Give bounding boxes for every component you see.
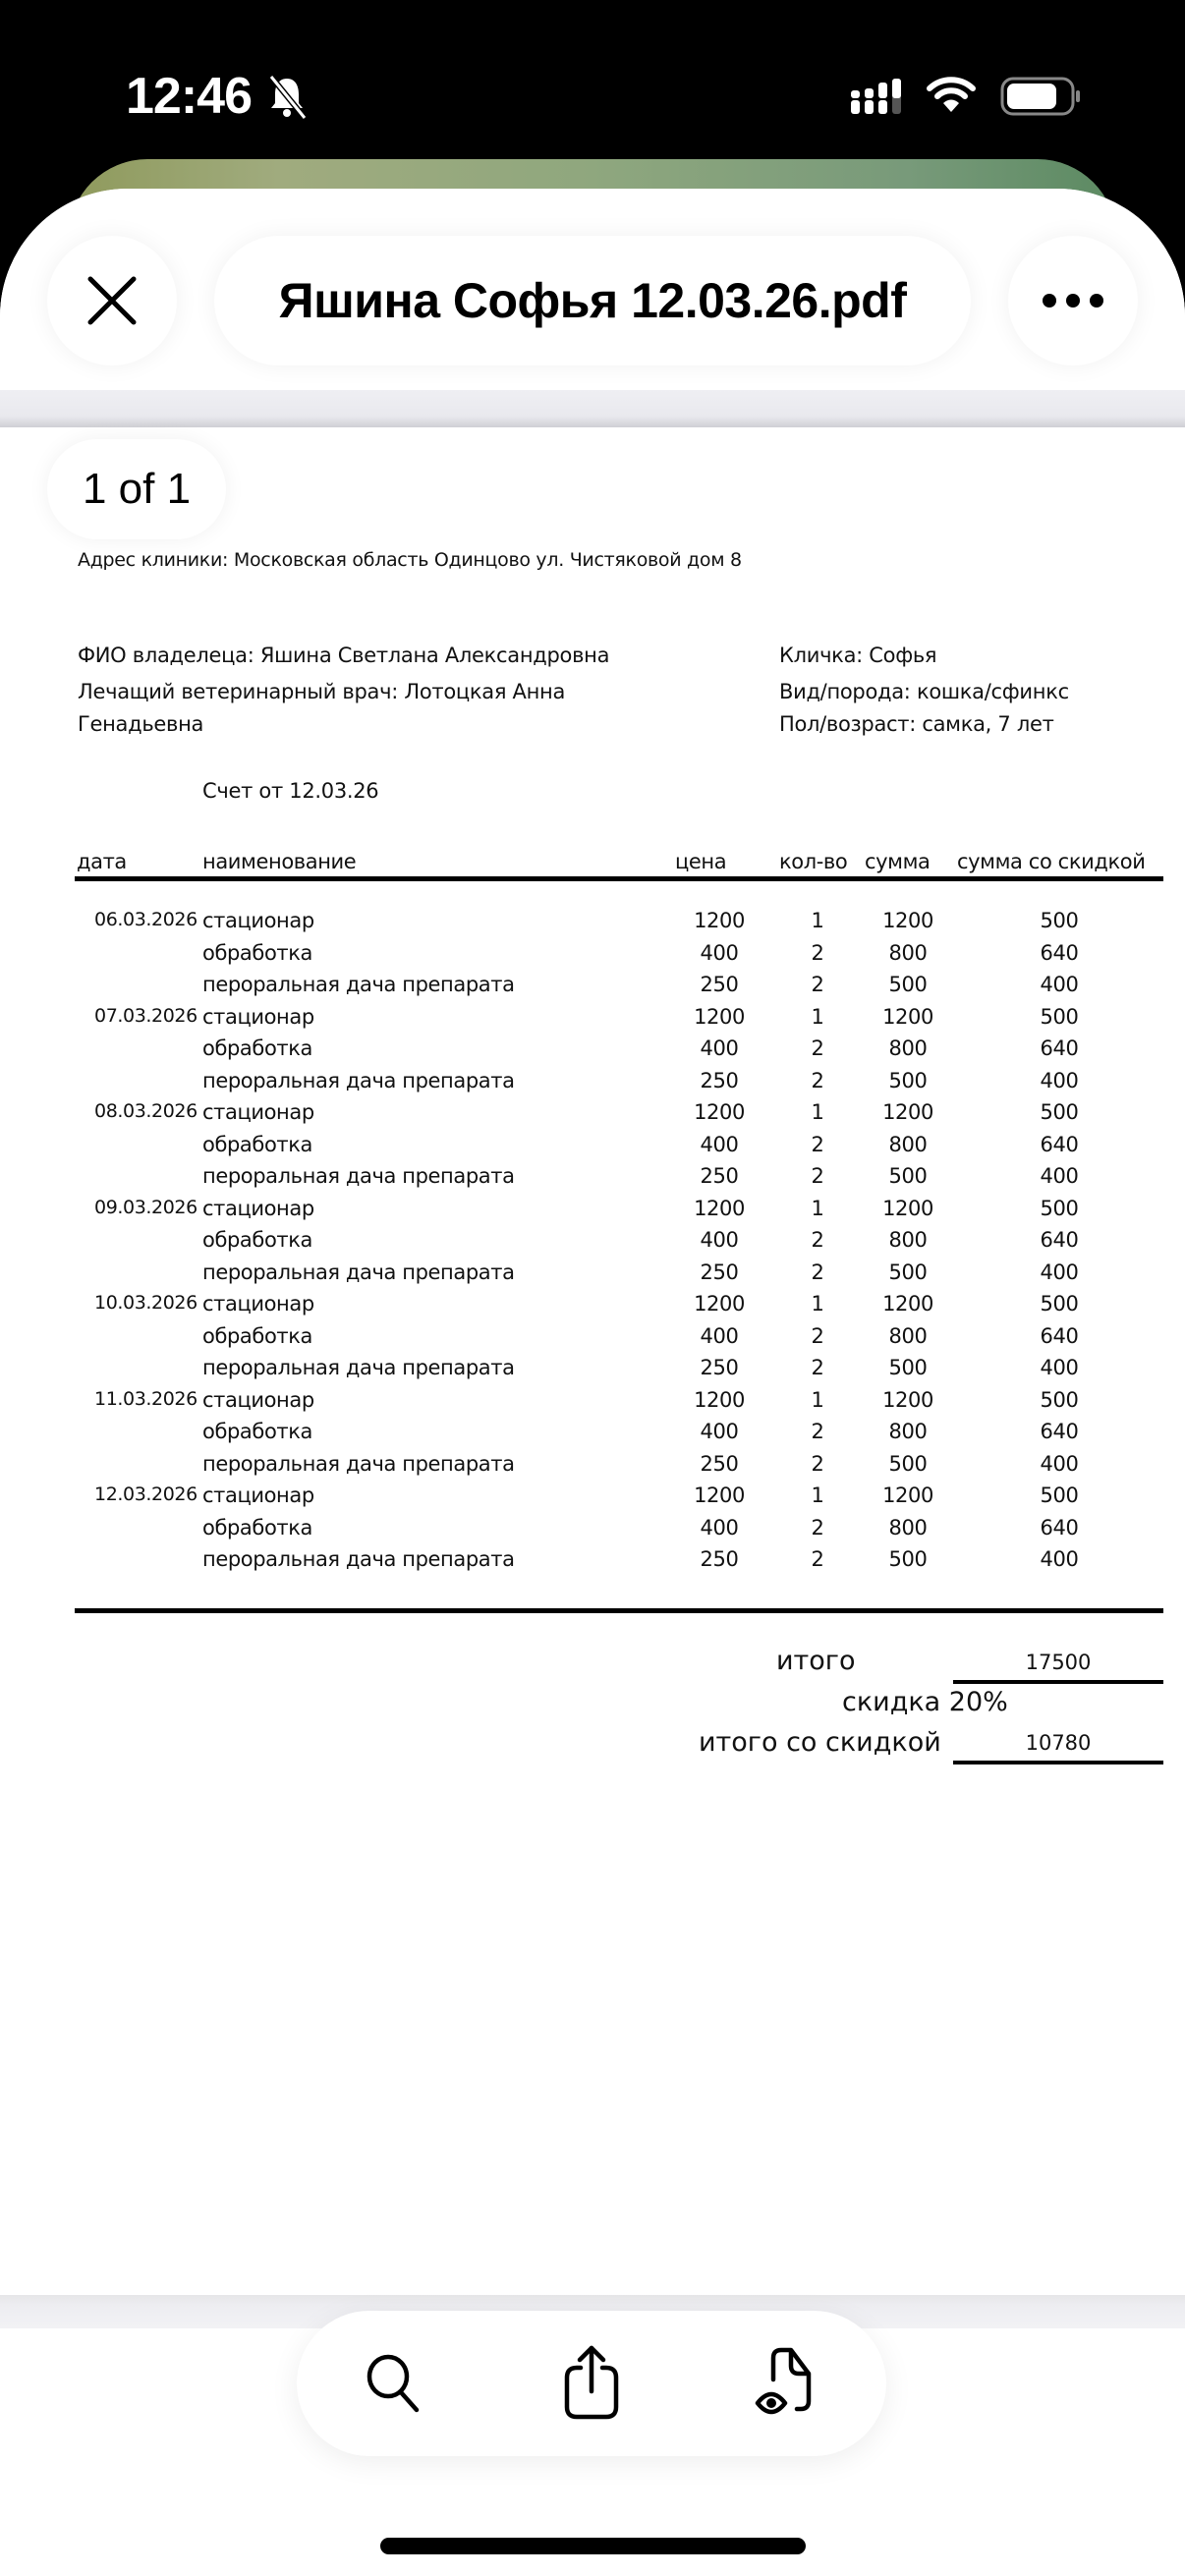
cell-price: 1200	[694, 1004, 745, 1029]
cell-sum: 500	[888, 1068, 928, 1092]
cell-price: 1200	[694, 1387, 745, 1412]
column-header-name: наименование	[202, 850, 357, 873]
cell-sum: 1200	[882, 1100, 933, 1124]
cell-sum: 500	[888, 973, 928, 996]
cell-sum: 1200	[882, 1387, 933, 1412]
status-bar	[0, 0, 1185, 157]
clinic-address: Адрес клиники: Московская область Одинцово ул. Чистяковой дом 8	[78, 549, 742, 571]
battery-icon	[1000, 77, 1083, 116]
cell-qty: 2	[811, 1228, 824, 1252]
total-underline	[953, 1680, 1163, 1684]
table-row	[0, 1547, 1185, 1579]
table-bottom-rule	[75, 1608, 1163, 1613]
cell-name: пероральная дача препарата	[202, 1451, 515, 1476]
cell-sum: 800	[888, 1228, 928, 1252]
column-header-price: цена	[675, 850, 727, 873]
cell-sum: 800	[888, 1132, 928, 1156]
cell-name: обработка	[202, 1036, 312, 1060]
table-row	[0, 1069, 1185, 1100]
column-header-discounted: сумма со скидкой	[957, 850, 1146, 873]
table-row	[0, 1133, 1185, 1164]
cell-price: 250	[700, 1451, 739, 1476]
cell-discounted: 400	[1040, 1068, 1079, 1092]
invoice-title: Счет от 12.03.26	[202, 779, 379, 803]
table-row	[0, 1388, 1185, 1420]
vet-name-line2: Генадьевна	[78, 712, 204, 736]
cell-price: 1200	[694, 1292, 745, 1316]
cell-name: обработка	[202, 940, 312, 965]
cell-date: 10.03.2026	[94, 1292, 198, 1314]
cell-qty: 1	[811, 909, 824, 932]
table-row	[0, 1356, 1185, 1387]
cell-date: 09.03.2026	[94, 1196, 198, 1218]
nav-divider	[0, 390, 1185, 427]
cell-price: 250	[700, 1547, 739, 1571]
table-row	[0, 1292, 1185, 1323]
cell-name: пероральная дача препарата	[202, 973, 515, 996]
pdf-page	[0, 427, 1185, 2294]
cell-sum: 800	[888, 1323, 928, 1348]
cell-qty: 2	[811, 1164, 824, 1188]
cell-name: пероральная дача препарата	[202, 1547, 515, 1571]
cell-price: 250	[700, 1356, 739, 1379]
cell-qty: 1	[811, 1292, 824, 1316]
cell-discounted: 400	[1040, 1547, 1079, 1571]
cell-name: обработка	[202, 1132, 312, 1156]
quick-look-button[interactable]	[739, 2334, 837, 2433]
cell-qty: 1	[811, 1484, 824, 1507]
table-row	[0, 941, 1185, 973]
table-row	[0, 1484, 1185, 1515]
cell-sum: 1200	[882, 909, 933, 932]
cell-qty: 2	[811, 973, 824, 996]
pet-name: Кличка: Софья	[779, 644, 937, 667]
cell-price: 400	[700, 1515, 739, 1540]
cell-name: обработка	[202, 1515, 312, 1540]
cell-price: 250	[700, 973, 739, 996]
cell-name: пероральная дача препарата	[202, 1356, 515, 1379]
search-button[interactable]	[346, 2334, 444, 2433]
close-icon	[85, 273, 140, 328]
cell-sum: 800	[888, 1515, 928, 1540]
cell-price: 1200	[694, 1484, 745, 1507]
cell-discounted: 640	[1040, 1228, 1079, 1252]
pet-sex-age: Пол/возраст: самка, 7 лет	[779, 712, 1054, 736]
cell-price: 400	[700, 1036, 739, 1060]
cell-name: пероральная дача препарата	[202, 1260, 515, 1284]
total-label: итого	[776, 1646, 856, 1676]
column-header-qty: кол-во	[779, 850, 848, 873]
cell-sum: 800	[888, 940, 928, 965]
table-row	[0, 1228, 1185, 1260]
cell-price: 400	[700, 1228, 739, 1252]
table-row	[0, 973, 1185, 1004]
cellular-signal-icon	[849, 77, 908, 116]
cell-sum: 800	[888, 1420, 928, 1443]
table-row	[0, 909, 1185, 940]
cell-qty: 2	[811, 1036, 824, 1060]
table-row	[0, 1420, 1185, 1451]
cell-qty: 2	[811, 940, 824, 965]
cell-qty: 1	[811, 1100, 824, 1124]
cell-discounted: 400	[1040, 1451, 1079, 1476]
table-row	[0, 1005, 1185, 1036]
cell-name: стационар	[202, 909, 314, 932]
cell-date: 06.03.2026	[94, 909, 198, 930]
cell-discounted: 640	[1040, 1515, 1079, 1540]
cell-discounted: 640	[1040, 1132, 1079, 1156]
status-time: 12:46	[126, 68, 252, 125]
table-row	[0, 1516, 1185, 1547]
cell-discounted: 500	[1040, 1100, 1079, 1124]
cell-qty: 2	[811, 1356, 824, 1379]
table-row	[0, 1260, 1185, 1292]
table-header-rule	[75, 876, 1163, 881]
cell-discounted: 640	[1040, 1323, 1079, 1348]
total-value: 17500	[1025, 1651, 1092, 1674]
cell-price: 400	[700, 1323, 739, 1348]
cell-qty: 2	[811, 1515, 824, 1540]
cell-discounted: 500	[1040, 1196, 1079, 1220]
share-icon	[559, 2344, 624, 2423]
cell-sum: 1200	[882, 1196, 933, 1220]
cell-discounted: 500	[1040, 1292, 1079, 1316]
cell-sum: 500	[888, 1547, 928, 1571]
cell-discounted: 500	[1040, 1004, 1079, 1029]
cell-qty: 2	[811, 1547, 824, 1571]
cell-name: стационар	[202, 1292, 314, 1316]
cell-qty: 2	[811, 1068, 824, 1092]
ellipsis-icon	[1042, 293, 1104, 308]
cell-discounted: 400	[1040, 1260, 1079, 1284]
cell-sum: 1200	[882, 1484, 933, 1507]
cell-discounted: 640	[1040, 940, 1079, 965]
search-icon	[363, 2351, 427, 2416]
cell-discounted: 400	[1040, 973, 1079, 996]
wifi-icon	[926, 75, 977, 114]
cell-qty: 2	[811, 1260, 824, 1284]
document-title: Яшина Софья 12.03.26.pdf	[278, 273, 907, 328]
cell-price: 400	[700, 1132, 739, 1156]
cell-price: 400	[700, 1420, 739, 1443]
cell-price: 250	[700, 1260, 739, 1284]
cell-sum: 800	[888, 1036, 928, 1060]
cell-discounted: 640	[1040, 1036, 1079, 1060]
cell-discounted: 400	[1040, 1356, 1079, 1379]
bottom-toolbar	[297, 2311, 886, 2456]
cell-qty: 1	[811, 1004, 824, 1029]
document-title-button[interactable]	[214, 236, 971, 365]
vet-name-line1: Лечащий ветеринарный врач: Лотоцкая Анна	[78, 680, 566, 703]
cell-sum: 1200	[882, 1292, 933, 1316]
cell-name: обработка	[202, 1420, 312, 1443]
column-header-date: дата	[77, 850, 127, 873]
owner-name: ФИО владелеца: Яшина Светлана Александровна	[78, 644, 610, 667]
cell-name: стационар	[202, 1004, 314, 1029]
cell-price: 1200	[694, 909, 745, 932]
cell-date: 08.03.2026	[94, 1100, 198, 1122]
cell-discounted: 500	[1040, 1387, 1079, 1412]
discounted-total-label: итого со скидкой	[699, 1727, 941, 1758]
cell-price: 250	[700, 1068, 739, 1092]
table-row	[0, 1100, 1185, 1132]
cell-qty: 2	[811, 1420, 824, 1443]
cell-price: 250	[700, 1164, 739, 1188]
cell-qty: 2	[811, 1323, 824, 1348]
table-row	[0, 1036, 1185, 1068]
cell-name: стационар	[202, 1100, 314, 1124]
page-indicator-text: 1 of 1	[82, 465, 192, 513]
more-options-button[interactable]	[1008, 236, 1138, 365]
cell-price: 400	[700, 940, 739, 965]
cell-qty: 1	[811, 1196, 824, 1220]
pet-species: Вид/порода: кошка/сфинкс	[779, 680, 1069, 703]
cell-discounted: 400	[1040, 1164, 1079, 1188]
cell-name: стационар	[202, 1484, 314, 1507]
cell-name: обработка	[202, 1228, 312, 1252]
cell-sum: 1200	[882, 1004, 933, 1029]
quick-look-document-icon	[754, 2346, 822, 2421]
cell-name: обработка	[202, 1323, 312, 1348]
cell-price: 1200	[694, 1100, 745, 1124]
discount-label: скидка 20%	[842, 1687, 1008, 1717]
cell-qty: 1	[811, 1387, 824, 1412]
cell-name: пероральная дача препарата	[202, 1164, 515, 1188]
discounted-total-underline	[953, 1761, 1163, 1764]
cell-discounted: 500	[1040, 1484, 1079, 1507]
cell-sum: 500	[888, 1164, 928, 1188]
cell-name: стационар	[202, 1196, 314, 1220]
table-row	[0, 1197, 1185, 1228]
table-row	[0, 1324, 1185, 1356]
column-header-sum: сумма	[865, 850, 931, 873]
cell-date: 07.03.2026	[94, 1004, 198, 1027]
cell-date: 12.03.2026	[94, 1484, 198, 1505]
bell-slash-icon	[265, 73, 309, 120]
discounted-total-value: 10780	[1025, 1731, 1092, 1755]
cell-name: стационар	[202, 1387, 314, 1412]
cell-date: 11.03.2026	[94, 1387, 198, 1410]
share-button[interactable]	[542, 2334, 641, 2433]
cell-discounted: 640	[1040, 1420, 1079, 1443]
cell-sum: 500	[888, 1356, 928, 1379]
cell-name: пероральная дача препарата	[202, 1068, 515, 1092]
home-indicator	[380, 2538, 806, 2554]
table-row	[0, 1452, 1185, 1484]
navigation-bar	[0, 189, 1185, 390]
table-row	[0, 1164, 1185, 1196]
page-indicator	[47, 439, 226, 539]
cell-price: 1200	[694, 1196, 745, 1220]
close-button[interactable]	[47, 236, 177, 365]
cell-sum: 500	[888, 1451, 928, 1476]
cell-sum: 500	[888, 1260, 928, 1284]
cell-qty: 2	[811, 1451, 824, 1476]
cell-discounted: 500	[1040, 909, 1079, 932]
cell-qty: 2	[811, 1132, 824, 1156]
